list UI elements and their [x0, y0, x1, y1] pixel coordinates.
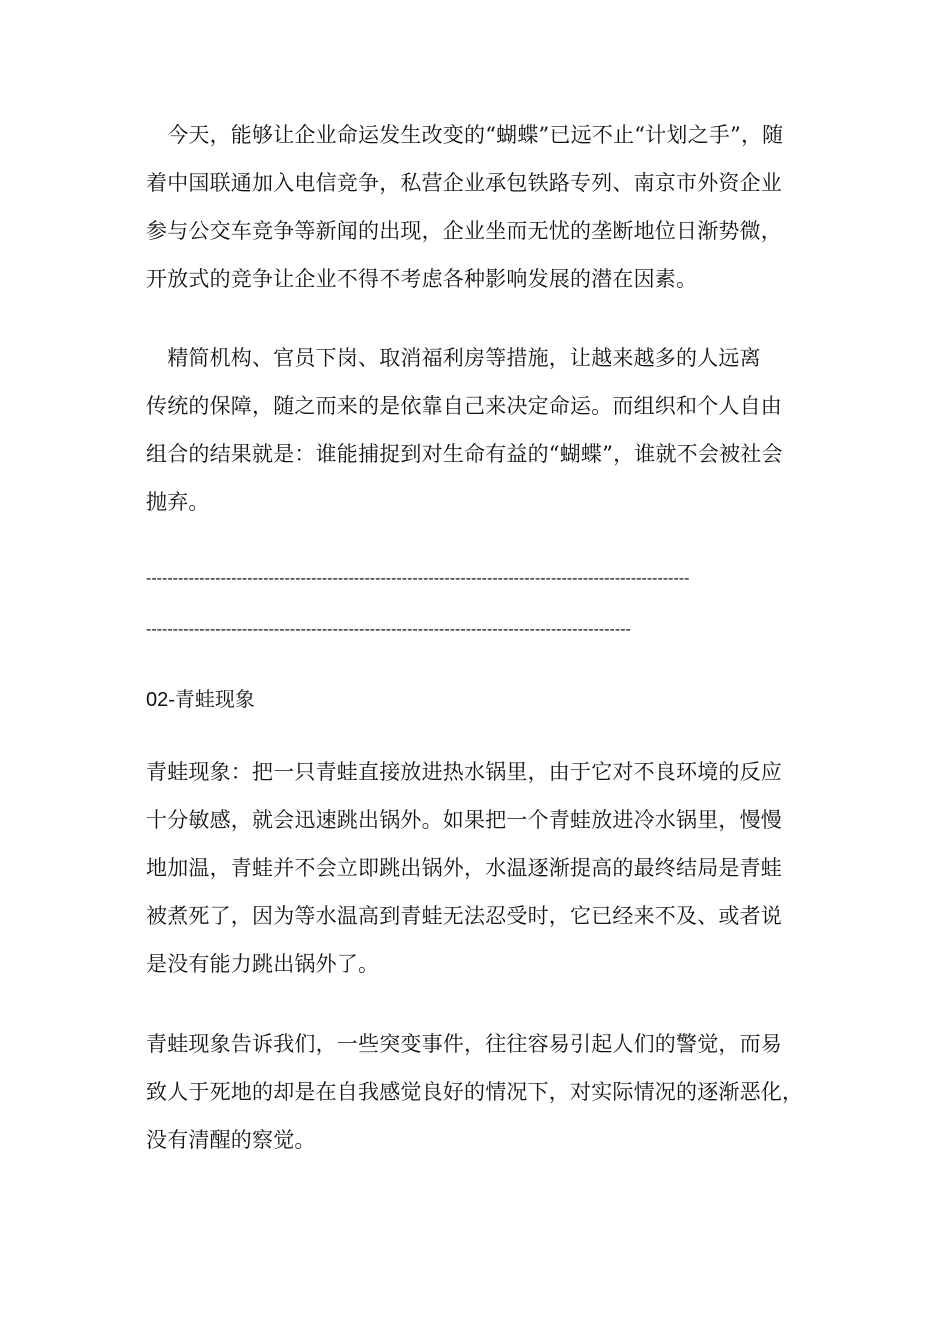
text-line: 十分敏感，就会迅速跳出锅外。如果把一个青蛙放进冷水锅里，慢慢	[146, 808, 782, 832]
text-line: 是没有能力跳出锅外了。	[146, 952, 380, 976]
text-line: 青蛙现象：把一只青蛙直接放进热水锅里，由于它对不良环境的反应	[146, 760, 782, 784]
text-line: 被煮死了，因为等水温高到青蛙无法忍受时，它已经来不及、或者说	[146, 904, 782, 928]
text-line: 着中国联通加入电信竞争，私营企业承包铁路专列、南京市外资企业	[146, 171, 782, 195]
paragraph-frog-lesson	[146, 1020, 810, 1164]
text-line: 开放式的竞争让企业不得不考虑各种影响发展的潜在因素。	[146, 267, 698, 291]
text-line: 抛弃。	[146, 490, 210, 514]
paragraph-butterfly-competition	[146, 111, 810, 303]
text-line: 精简机构、官员下岗、取消福利房等措施，让越来越多的人远离	[146, 346, 761, 370]
text-line: 没有清醒的察觉。	[146, 1128, 316, 1152]
paragraph-butterfly-self-reliance	[146, 334, 810, 526]
text-line: 今天，能够让企业命运发生改变的“蝴蝶”已远不止“计划之手”，随	[146, 123, 784, 147]
text-line: 传统的保障，随之而来的是依靠自己来决定命运。而组织和个人自由	[146, 394, 782, 418]
separator-line-1: ------------------------------------------------------------------------------------------------------	[146, 570, 690, 587]
text-line: 青蛙现象告诉我们，一些突变事件，往往容易引起人们的警觉，而易	[146, 1032, 782, 1056]
text-line: 致人于死地的却是在自我感觉良好的情况下，对实际情况的逐渐恶化，	[146, 1080, 804, 1104]
text-line: 地加温，青蛙并不会立即跳出锅外，水温逐渐提高的最终结局是青蛙	[146, 856, 782, 880]
text-line: 组合的结果就是：谁能捕捉到对生命有益的“蝴蝶”，谁就不会被社会	[146, 442, 783, 466]
separator-line-2: -------------------------------------------------------------------------------------------	[146, 621, 631, 638]
section-heading: 02-青蛙现象	[146, 689, 255, 711]
text-line: 参与公交车竞争等新闻的出现，企业坐而无忧的垄断地位日渐势微，	[146, 219, 782, 243]
paragraph-frog-description	[146, 748, 810, 988]
